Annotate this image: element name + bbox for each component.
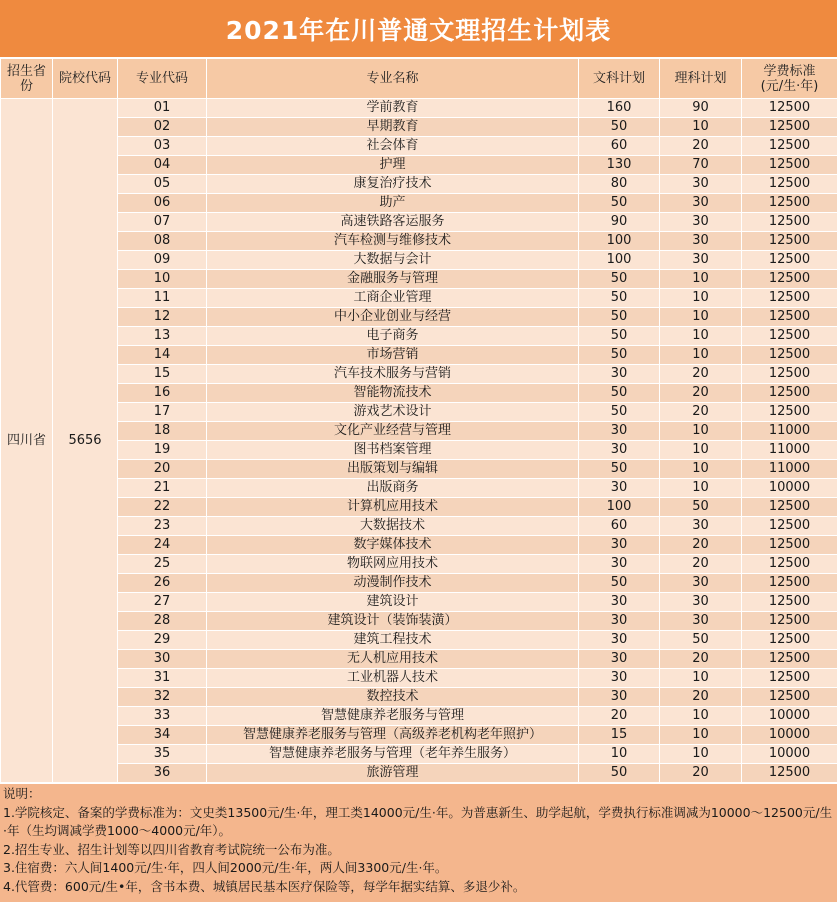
table-row bbox=[1, 631, 837, 650]
major-name-cell: 文化产业经营与管理 bbox=[207, 422, 579, 441]
tuition-cell: 12500 bbox=[742, 536, 837, 555]
major-code-cell: 36 bbox=[118, 764, 207, 783]
science-plan-cell: 30 bbox=[660, 232, 742, 251]
major-name-cell: 社会体育 bbox=[207, 137, 579, 156]
liberal-plan-cell: 100 bbox=[579, 251, 660, 270]
major-code-cell: 07 bbox=[118, 213, 207, 232]
tuition-cell: 12500 bbox=[742, 517, 837, 536]
liberal-plan-cell: 100 bbox=[579, 498, 660, 517]
liberal-plan-cell: 15 bbox=[579, 726, 660, 745]
major-code-cell: 03 bbox=[118, 137, 207, 156]
science-plan-cell: 10 bbox=[660, 745, 742, 764]
liberal-plan-cell: 30 bbox=[579, 631, 660, 650]
major-code-cell: 30 bbox=[118, 650, 207, 669]
major-code-cell: 22 bbox=[118, 498, 207, 517]
liberal-plan-cell: 30 bbox=[579, 479, 660, 498]
table-row bbox=[1, 175, 837, 194]
tuition-cell: 12500 bbox=[742, 156, 837, 175]
liberal-plan-cell: 60 bbox=[579, 137, 660, 156]
major-name-cell: 智慧健康养老服务与管理（高级养老机构老年照护） bbox=[207, 726, 579, 745]
science-plan-cell: 90 bbox=[660, 99, 742, 118]
science-plan-cell: 10 bbox=[660, 422, 742, 441]
tuition-cell: 10000 bbox=[742, 726, 837, 745]
major-code-cell: 35 bbox=[118, 745, 207, 764]
major-name-cell: 智能物流技术 bbox=[207, 384, 579, 403]
science-plan-cell: 10 bbox=[660, 669, 742, 688]
tuition-cell: 12500 bbox=[742, 213, 837, 232]
table-header-row bbox=[1, 59, 837, 99]
major-name-cell: 无人机应用技术 bbox=[207, 650, 579, 669]
major-code-cell: 24 bbox=[118, 536, 207, 555]
science-plan-cell: 30 bbox=[660, 612, 742, 631]
tuition-cell: 12500 bbox=[742, 137, 837, 156]
major-name-cell: 护理 bbox=[207, 156, 579, 175]
major-code-cell: 09 bbox=[118, 251, 207, 270]
major-code-cell: 31 bbox=[118, 669, 207, 688]
major-name-cell: 物联网应用技术 bbox=[207, 555, 579, 574]
notes-section bbox=[0, 783, 837, 902]
liberal-plan-cell: 50 bbox=[579, 764, 660, 783]
table-row bbox=[1, 346, 837, 365]
science-plan-cell: 30 bbox=[660, 213, 742, 232]
major-code-cell: 15 bbox=[118, 365, 207, 384]
liberal-plan-cell: 160 bbox=[579, 99, 660, 118]
major-name-cell: 动漫制作技术 bbox=[207, 574, 579, 593]
header-liberal-plan: 文科计划 bbox=[579, 59, 660, 99]
liberal-plan-cell: 50 bbox=[579, 574, 660, 593]
tuition-cell: 12500 bbox=[742, 555, 837, 574]
liberal-plan-cell: 100 bbox=[579, 232, 660, 251]
tuition-cell: 12500 bbox=[742, 270, 837, 289]
table-row bbox=[1, 593, 837, 612]
major-name-cell: 汽车检测与维修技术 bbox=[207, 232, 579, 251]
science-plan-cell: 30 bbox=[660, 251, 742, 270]
science-plan-cell: 20 bbox=[660, 365, 742, 384]
table-row bbox=[1, 403, 837, 422]
table-row bbox=[1, 99, 837, 118]
major-name-cell: 出版策划与编辑 bbox=[207, 460, 579, 479]
header-school-code: 院校代码 bbox=[53, 59, 118, 99]
header-province: 招生省份 bbox=[1, 59, 53, 99]
science-plan-cell: 10 bbox=[660, 707, 742, 726]
tuition-cell: 12500 bbox=[742, 289, 837, 308]
major-name-cell: 学前教育 bbox=[207, 99, 579, 118]
table-row bbox=[1, 517, 837, 536]
major-name-cell: 智慧健康养老服务与管理（老年养生服务） bbox=[207, 745, 579, 764]
tuition-cell: 12500 bbox=[742, 612, 837, 631]
table-row bbox=[1, 137, 837, 156]
liberal-plan-cell: 30 bbox=[579, 365, 660, 384]
tuition-cell: 11000 bbox=[742, 441, 837, 460]
science-plan-cell: 20 bbox=[660, 764, 742, 783]
note-item: 4.代管费：600元/生•年，含书本费、城镇居民基本医疗保险等，每学年据实结算、多退少补。 bbox=[3, 878, 526, 894]
table-row bbox=[1, 232, 837, 251]
major-code-cell: 32 bbox=[118, 688, 207, 707]
table-row bbox=[1, 441, 837, 460]
header-tuition-line2: (元/生·年) bbox=[760, 78, 819, 94]
major-code-cell: 11 bbox=[118, 289, 207, 308]
header-major-code: 专业代码 bbox=[118, 59, 207, 99]
tuition-cell: 12500 bbox=[742, 118, 837, 137]
major-code-cell: 10 bbox=[118, 270, 207, 289]
liberal-plan-cell: 50 bbox=[579, 194, 660, 213]
major-code-cell: 28 bbox=[118, 612, 207, 631]
liberal-plan-cell: 50 bbox=[579, 384, 660, 403]
major-name-cell: 游戏艺术设计 bbox=[207, 403, 579, 422]
major-name-cell: 数控技术 bbox=[207, 688, 579, 707]
table-row bbox=[1, 422, 837, 441]
major-code-cell: 26 bbox=[118, 574, 207, 593]
liberal-plan-cell: 50 bbox=[579, 118, 660, 137]
science-plan-cell: 20 bbox=[660, 384, 742, 403]
major-code-cell: 18 bbox=[118, 422, 207, 441]
table-row bbox=[1, 669, 837, 688]
table-row bbox=[1, 327, 837, 346]
science-plan-cell: 50 bbox=[660, 498, 742, 517]
liberal-plan-cell: 30 bbox=[579, 422, 660, 441]
major-code-cell: 33 bbox=[118, 707, 207, 726]
liberal-plan-cell: 30 bbox=[579, 688, 660, 707]
province-cell: 四川省 bbox=[1, 99, 53, 783]
tuition-cell: 12500 bbox=[742, 384, 837, 403]
note-item: 1.学院核定、备案的学费标准为：文史类13500元/生·年，理工类14000元/生·年。为普惠新生、助学起航，学费执行标准调减为10000～12500元/生·年（生均调减学费1000～4000元/年）。 bbox=[3, 804, 833, 838]
major-name-cell: 金融服务与管理 bbox=[207, 270, 579, 289]
liberal-plan-cell: 50 bbox=[579, 270, 660, 289]
liberal-plan-cell: 50 bbox=[579, 346, 660, 365]
header-tuition-line1: 学费标准 bbox=[763, 63, 816, 79]
science-plan-cell: 70 bbox=[660, 156, 742, 175]
science-plan-cell: 10 bbox=[660, 346, 742, 365]
tuition-cell: 12500 bbox=[742, 327, 837, 346]
table-row bbox=[1, 764, 837, 783]
liberal-plan-cell: 50 bbox=[579, 289, 660, 308]
table-row bbox=[1, 612, 837, 631]
tuition-cell: 11000 bbox=[742, 422, 837, 441]
table-row bbox=[1, 536, 837, 555]
table-row bbox=[1, 384, 837, 403]
science-plan-cell: 10 bbox=[660, 726, 742, 745]
liberal-plan-cell: 30 bbox=[579, 441, 660, 460]
table-row bbox=[1, 270, 837, 289]
tuition-cell: 10000 bbox=[742, 745, 837, 764]
tuition-cell: 12500 bbox=[742, 175, 837, 194]
science-plan-cell: 10 bbox=[660, 479, 742, 498]
tuition-cell: 12500 bbox=[742, 346, 837, 365]
liberal-plan-cell: 60 bbox=[579, 517, 660, 536]
science-plan-cell: 10 bbox=[660, 270, 742, 289]
table-row bbox=[1, 213, 837, 232]
major-name-cell: 电子商务 bbox=[207, 327, 579, 346]
table-body bbox=[1, 99, 837, 783]
major-name-cell: 高速铁路客运服务 bbox=[207, 213, 579, 232]
tuition-cell: 12500 bbox=[742, 403, 837, 422]
science-plan-cell: 10 bbox=[660, 441, 742, 460]
major-name-cell: 大数据技术 bbox=[207, 517, 579, 536]
page-title: 2021年在川普通文理招生计划表 bbox=[0, 0, 837, 58]
major-name-cell: 建筑工程技术 bbox=[207, 631, 579, 650]
tuition-cell: 12500 bbox=[742, 631, 837, 650]
major-code-cell: 04 bbox=[118, 156, 207, 175]
major-name-cell: 中小企业创业与经营 bbox=[207, 308, 579, 327]
header-science-plan: 理科计划 bbox=[660, 59, 742, 99]
header-major-name: 专业名称 bbox=[207, 59, 579, 99]
liberal-plan-cell: 30 bbox=[579, 612, 660, 631]
tuition-cell: 11000 bbox=[742, 460, 837, 479]
liberal-plan-cell: 90 bbox=[579, 213, 660, 232]
tuition-cell: 12500 bbox=[742, 498, 837, 517]
major-code-cell: 02 bbox=[118, 118, 207, 137]
tuition-cell: 12500 bbox=[742, 688, 837, 707]
tuition-cell: 12500 bbox=[742, 194, 837, 213]
table-row bbox=[1, 498, 837, 517]
table-row bbox=[1, 251, 837, 270]
major-code-cell: 16 bbox=[118, 384, 207, 403]
liberal-plan-cell: 30 bbox=[579, 536, 660, 555]
tuition-cell: 12500 bbox=[742, 593, 837, 612]
science-plan-cell: 50 bbox=[660, 631, 742, 650]
liberal-plan-cell: 30 bbox=[579, 555, 660, 574]
major-code-cell: 01 bbox=[118, 99, 207, 118]
tuition-cell: 12500 bbox=[742, 251, 837, 270]
tuition-cell: 12500 bbox=[742, 308, 837, 327]
science-plan-cell: 20 bbox=[660, 555, 742, 574]
major-code-cell: 05 bbox=[118, 175, 207, 194]
table-row bbox=[1, 365, 837, 384]
major-name-cell: 数字媒体技术 bbox=[207, 536, 579, 555]
note-item: 3.住宿费：六人间1400元/生·年，四人间2000元/生·年，两人间3300元/生·年。 bbox=[3, 860, 448, 875]
major-name-cell: 建筑设计 bbox=[207, 593, 579, 612]
science-plan-cell: 20 bbox=[660, 137, 742, 156]
table-row bbox=[1, 707, 837, 726]
liberal-plan-cell: 50 bbox=[579, 403, 660, 422]
science-plan-cell: 30 bbox=[660, 574, 742, 593]
table-row bbox=[1, 745, 837, 764]
major-name-cell: 智慧健康养老服务与管理 bbox=[207, 707, 579, 726]
tuition-cell: 12500 bbox=[742, 650, 837, 669]
major-code-cell: 06 bbox=[118, 194, 207, 213]
science-plan-cell: 20 bbox=[660, 688, 742, 707]
tuition-cell: 12500 bbox=[742, 365, 837, 384]
major-code-cell: 25 bbox=[118, 555, 207, 574]
enrollment-plan-table bbox=[0, 58, 837, 783]
major-name-cell: 市场营销 bbox=[207, 346, 579, 365]
major-name-cell: 助产 bbox=[207, 194, 579, 213]
tuition-cell: 12500 bbox=[742, 232, 837, 251]
liberal-plan-cell: 130 bbox=[579, 156, 660, 175]
tuition-cell: 12500 bbox=[742, 669, 837, 688]
liberal-plan-cell: 30 bbox=[579, 669, 660, 688]
liberal-plan-cell: 50 bbox=[579, 327, 660, 346]
major-code-cell: 27 bbox=[118, 593, 207, 612]
table-row bbox=[1, 308, 837, 327]
table-row bbox=[1, 289, 837, 308]
science-plan-cell: 10 bbox=[660, 327, 742, 346]
table-row bbox=[1, 574, 837, 593]
table-row bbox=[1, 194, 837, 213]
major-code-cell: 19 bbox=[118, 441, 207, 460]
major-code-cell: 20 bbox=[118, 460, 207, 479]
major-code-cell: 29 bbox=[118, 631, 207, 650]
liberal-plan-cell: 30 bbox=[579, 650, 660, 669]
table-row bbox=[1, 555, 837, 574]
table-row bbox=[1, 688, 837, 707]
major-name-cell: 建筑设计（装饰装潢） bbox=[207, 612, 579, 631]
tuition-cell: 12500 bbox=[742, 764, 837, 783]
science-plan-cell: 20 bbox=[660, 403, 742, 422]
major-name-cell: 早期教育 bbox=[207, 118, 579, 137]
liberal-plan-cell: 50 bbox=[579, 308, 660, 327]
liberal-plan-cell: 20 bbox=[579, 707, 660, 726]
major-code-cell: 14 bbox=[118, 346, 207, 365]
table-row bbox=[1, 726, 837, 745]
school-code-cell: 5656 bbox=[53, 99, 118, 783]
table-row bbox=[1, 650, 837, 669]
major-code-cell: 13 bbox=[118, 327, 207, 346]
liberal-plan-cell: 10 bbox=[579, 745, 660, 764]
tuition-cell: 12500 bbox=[742, 574, 837, 593]
note-item: 2.招生专业、招生计划等以四川省教育考试院统一公布为准。 bbox=[3, 841, 340, 857]
major-name-cell: 汽车技术服务与营销 bbox=[207, 365, 579, 384]
major-code-cell: 12 bbox=[118, 308, 207, 327]
major-code-cell: 17 bbox=[118, 403, 207, 422]
major-code-cell: 34 bbox=[118, 726, 207, 745]
tuition-cell: 10000 bbox=[742, 479, 837, 498]
tuition-cell: 10000 bbox=[742, 707, 837, 726]
science-plan-cell: 30 bbox=[660, 175, 742, 194]
science-plan-cell: 10 bbox=[660, 118, 742, 137]
table-row bbox=[1, 479, 837, 498]
science-plan-cell: 30 bbox=[660, 194, 742, 213]
notes-heading: 说明： bbox=[3, 786, 41, 801]
liberal-plan-cell: 50 bbox=[579, 460, 660, 479]
major-code-cell: 21 bbox=[118, 479, 207, 498]
header-tuition bbox=[742, 59, 837, 99]
table-row bbox=[1, 156, 837, 175]
tuition-cell: 12500 bbox=[742, 99, 837, 118]
major-name-cell: 大数据与会计 bbox=[207, 251, 579, 270]
liberal-plan-cell: 30 bbox=[579, 593, 660, 612]
table-row bbox=[1, 460, 837, 479]
liberal-plan-cell: 80 bbox=[579, 175, 660, 194]
table-row bbox=[1, 118, 837, 137]
major-name-cell: 工商企业管理 bbox=[207, 289, 579, 308]
major-name-cell: 旅游管理 bbox=[207, 764, 579, 783]
science-plan-cell: 20 bbox=[660, 536, 742, 555]
major-name-cell: 工业机器人技术 bbox=[207, 669, 579, 688]
science-plan-cell: 10 bbox=[660, 308, 742, 327]
science-plan-cell: 10 bbox=[660, 460, 742, 479]
major-name-cell: 出版商务 bbox=[207, 479, 579, 498]
science-plan-cell: 10 bbox=[660, 289, 742, 308]
major-name-cell: 康复治疗技术 bbox=[207, 175, 579, 194]
science-plan-cell: 20 bbox=[660, 650, 742, 669]
major-name-cell: 计算机应用技术 bbox=[207, 498, 579, 517]
science-plan-cell: 30 bbox=[660, 593, 742, 612]
major-code-cell: 08 bbox=[118, 232, 207, 251]
science-plan-cell: 30 bbox=[660, 517, 742, 536]
major-code-cell: 23 bbox=[118, 517, 207, 536]
major-name-cell: 图书档案管理 bbox=[207, 441, 579, 460]
